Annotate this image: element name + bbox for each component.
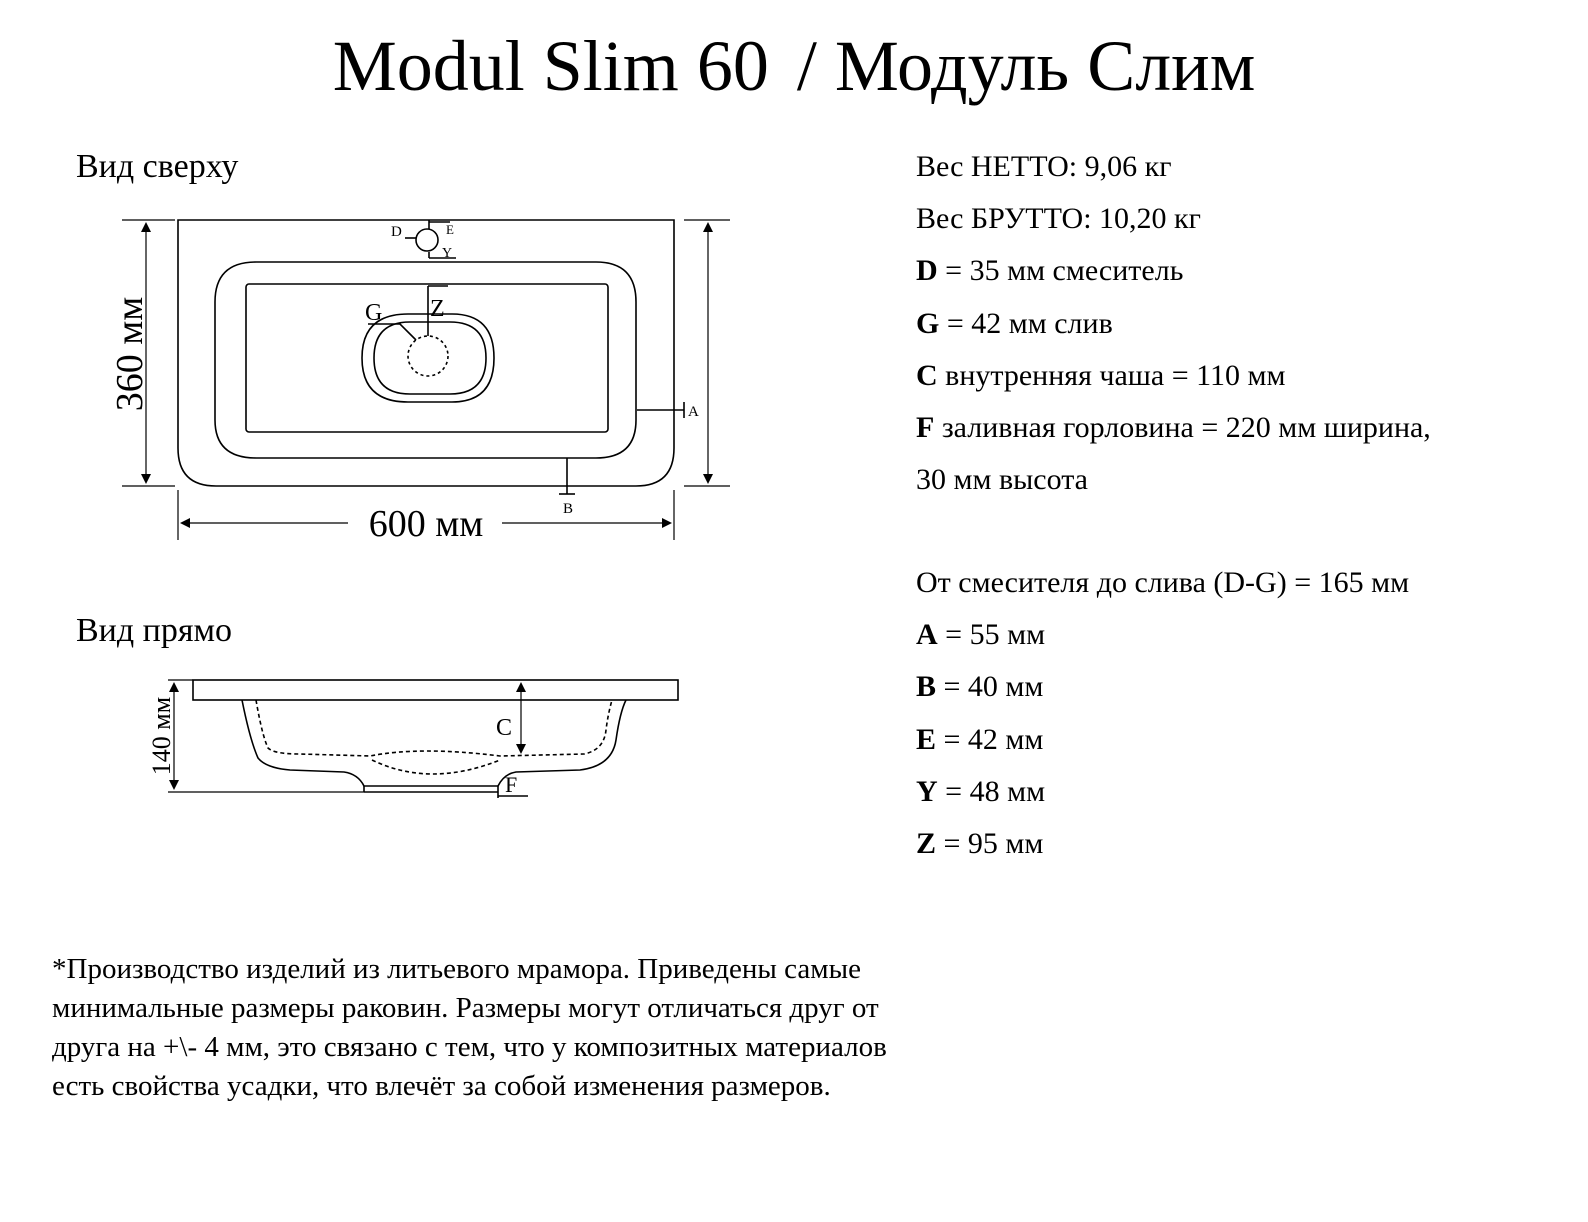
spec-net-weight: Вес НЕТТО: 9,06 кг [916,150,1172,183]
footnote-line: *Производство изделий из литьевого мрамора. Приведены самые [52,953,861,985]
marker-c: C [496,715,513,741]
spec-continuation: 30 мм высота [916,463,1089,496]
spec-param-z: Z = 95 мм [916,827,1044,860]
depth-dimension-label: 360 мм [109,296,151,412]
marker-b: B [563,501,574,517]
footnote [52,950,887,1106]
front-view-label: Вид прямо [76,612,233,649]
spec-item-f: F заливная горловина = 220 мм ширина, [916,411,1431,444]
marker-a: A [688,404,699,420]
overflow-slot-inner [374,322,486,394]
marker-f: F [505,772,518,797]
spec-param-y: Y = 48 мм [916,775,1046,808]
footnote-line: минимальные размеры раковин. Размеры могут отличаться друг от [52,992,879,1024]
spec-gross-weight: Вес БРУТТО: 10,20 кг [916,202,1201,235]
faucet-hole [416,229,438,251]
spec-item-c: C внутренняя чаша = 110 мм [916,359,1286,392]
marker-y: Y [442,246,453,261]
spec-item-d: D = 35 мм смеситель [916,254,1184,287]
footnote-line: друга на +\- 4 мм, это связано с тем, что у композитных материалов [52,1031,887,1063]
marker-e: E [446,222,454,237]
footnote-line: есть свойства усадки, что влечёт за собой изменения размеров. [52,1070,831,1102]
drain-hole [408,336,448,376]
spec-distance: От смесителя до слива (D-G) = 165 мм [916,566,1410,599]
title-latin: Modul Slim 60 [332,26,769,106]
bowl-outer-top [215,262,636,458]
height-dimension-label: 140 мм [147,696,176,776]
top-view-label: Вид сверху [76,148,239,185]
sink-outline-top [178,220,674,486]
marker-g: G [365,300,383,326]
spec-param-a: A = 55 мм [916,618,1046,651]
marker-d: D [391,224,402,240]
bowl-inner-top [246,284,608,432]
countertop-slab [193,680,678,700]
marker-z: Z [430,296,445,322]
bowl-inner-dashed [256,700,612,756]
spec-item-g: G = 42 мм слив [916,307,1113,340]
width-dimension-label: 600 мм [368,503,484,545]
bowl-profile-front [242,700,626,786]
title-cyrillic: / Модуль Слим [796,26,1256,106]
spec-param-e: E = 42 мм [916,723,1044,756]
spec-param-b: B = 40 мм [916,670,1044,703]
